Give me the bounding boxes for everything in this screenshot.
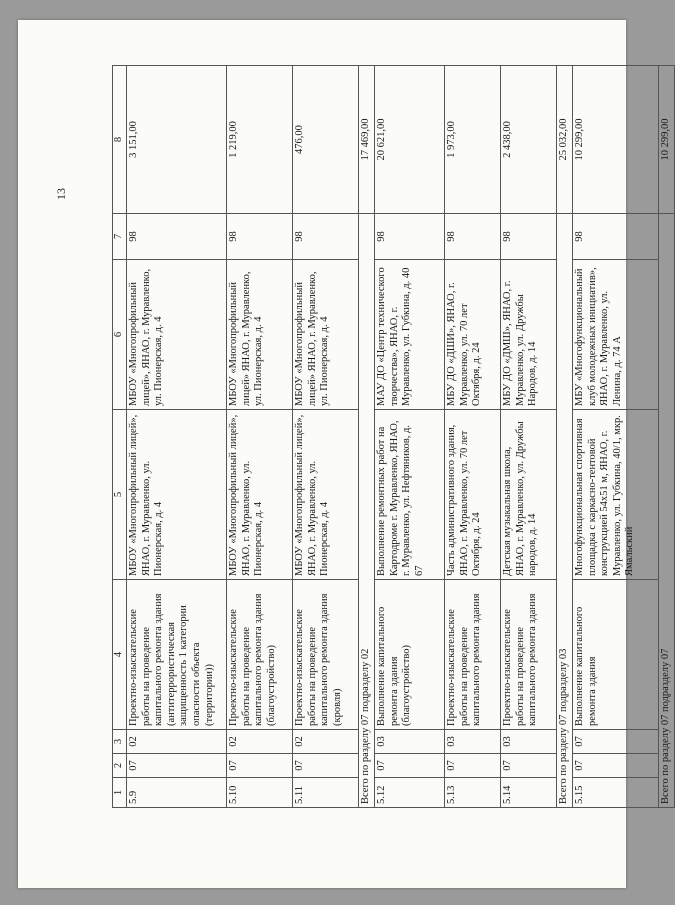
table-cell: 07 <box>293 754 359 778</box>
table-cell: 07 <box>501 754 557 778</box>
table-cell: 03 <box>375 730 445 754</box>
table-cell: 03 <box>501 730 557 754</box>
document-page <box>18 20 671 888</box>
table-row <box>573 66 659 808</box>
table-cell: МБОУ «Многопрофильный лицей», ЯНАО, г. Муравленко, ул. Пионерская, д. 4 <box>227 410 293 580</box>
table-cell: МАУ ДО «Центр технического творчества», ЯНАО, г. Муравленко, ул. Губкина, д. 40 <box>375 260 445 410</box>
table-cell: МБОУ «Многопрофильный лицей», ЯНАО, г. Муравленко, ул. Пионерская, д. 4 <box>127 410 227 580</box>
subtotal-row <box>359 66 375 808</box>
table-cell: 03 <box>445 730 501 754</box>
table-row <box>293 66 359 808</box>
subtotal-label: Всего по разделу 07 подразделу 03 <box>557 214 573 808</box>
header-cell: 5 <box>113 410 127 580</box>
header-cell: 7 <box>113 214 127 260</box>
table-row <box>445 66 501 808</box>
table-cell: Часть административного здания, ЯНАО, г. Муравленко, ул. 70 лет Октября, д. 24 <box>445 410 501 580</box>
table-cell: 98 <box>127 214 227 260</box>
table-row <box>127 66 227 808</box>
budget-table <box>112 65 675 808</box>
table-cell: 07 <box>227 754 293 778</box>
table-cell: Проектно-изыскательские работы на проведение капитального ремонта здания <box>445 580 501 730</box>
table-cell: 5.9 <box>127 778 227 808</box>
subtotal-row <box>557 66 573 808</box>
table-cell: 5.15 <box>573 778 659 808</box>
table-cell: 1 973,00 <box>445 66 501 214</box>
table-cell: Выполнение капитального ремонта здания <box>573 580 659 730</box>
table-cell: МБОУ «Многопрофильный лицей», ЯНАО, г. Муравленко, ул. Пионерская, д. 4 <box>293 410 359 580</box>
header-cell: 3 <box>113 730 127 754</box>
subtotal-sum: 25 032,00 <box>557 66 573 214</box>
header-cell: 4 <box>113 580 127 730</box>
header-cell: 1 <box>113 778 127 808</box>
table-cell: 5.12 <box>375 778 445 808</box>
table-cell: Детская музыкальная школа, ЯНАО, г. Муравленко, ул. Дружбы народов, д. 14 <box>501 410 557 580</box>
table-cell: Выполнение капитального ремонта здания (благоустройство) <box>375 580 445 730</box>
table-cell: Проектно-изыскательские работы на проведение капитального ремонта здания <box>501 580 557 730</box>
table-row <box>501 66 557 808</box>
table-cell: Выполнение ремонтных работ на Картодроме г. Муравленко, ЯНАО, г. Муравленко, ул. Нефтяников, д. 67 <box>375 410 445 580</box>
table-cell: 476,00 <box>293 66 359 214</box>
table-cell: МБУ «Многофункциональный клуб молодежных инициатив», ЯНАО, г. Муравленко, ул. Ленина, д. 74 А <box>573 260 659 410</box>
table-cell: МБОУ «Многопрофильный лицей» ЯНАО, г. Муравленко, ул. Пионерская, д. 4 <box>293 260 359 410</box>
table-cell: 5.14 <box>501 778 557 808</box>
header-cell: 6 <box>113 260 127 410</box>
table-cell: 10 299,00 <box>573 66 659 214</box>
page-number: 13 <box>54 188 68 200</box>
table-cell: 98 <box>375 214 445 260</box>
subtotal-sum: 10 299,00 <box>659 66 675 214</box>
table-cell: МБУ ДО «ДМШ», ЯНАО, г. Муравленко, ул. Дружбы Народов, д. 14 <box>501 260 557 410</box>
table-cell: 98 <box>445 214 501 260</box>
table-header-row <box>113 66 127 808</box>
table-cell: 02 <box>127 730 227 754</box>
table-cell: 98 <box>227 214 293 260</box>
table-cell: МБУ ДО «ДШИ», ЯНАО, г. Муравленко, ул. 70 лет Октября, д. 24 <box>445 260 501 410</box>
table-cell: Проектно-изыскательские работы на проведение капитального ремонта здания (благоустройство) <box>227 580 293 730</box>
table-cell: 98 <box>573 214 659 260</box>
table-cell: Многофункциональная спортивная площадка с каркасно-тентовой конструкцией 54х51 м, ЯНАО, г. Муравленко, ул. Губкина, 40/1, мкр. Ямальский <box>573 410 659 580</box>
subtotal-label: Всего по разделу 07 подразделу 07 <box>659 214 675 808</box>
table-cell: 07 <box>375 754 445 778</box>
table-cell: 20 621,00 <box>375 66 445 214</box>
table-body <box>113 66 675 808</box>
subtotal-sum: 17 469,00 <box>359 66 375 214</box>
table-cell: 5.11 <box>293 778 359 808</box>
table-cell: Проектно-изыскательские работы на проведение капитального ремонта здания (кровля) <box>293 580 359 730</box>
table-cell: МБОУ «Многопрофильный лицей», ЯНАО, г. Муравленко, ул. Пионерская, д. 4 <box>127 260 227 410</box>
table-cell: 5.13 <box>445 778 501 808</box>
table-cell: 5.10 <box>227 778 293 808</box>
rotated-table-wrapper <box>112 66 675 808</box>
table-cell: Проектно-изыскательские работы на проведение капитального ремонта здания (антитеррористическая защищенность 1 категории опасности объекта (территории)) <box>127 580 227 730</box>
table-cell: 98 <box>293 214 359 260</box>
table-cell: 02 <box>293 730 359 754</box>
table-cell: 1 219,00 <box>227 66 293 214</box>
table-cell: 07 <box>127 754 227 778</box>
table-cell: 02 <box>227 730 293 754</box>
table-cell: МБОУ «Многопрофильный лицей» ЯНАО, г. Муравленко, ул. Пионерская, д. 4 <box>227 260 293 410</box>
table-cell: 07 <box>573 730 659 754</box>
table-row <box>375 66 445 808</box>
table-cell: 07 <box>445 754 501 778</box>
table-cell: 2 438,00 <box>501 66 557 214</box>
table-cell: 3 151,00 <box>127 66 227 214</box>
table-cell: 07 <box>573 754 659 778</box>
table-row <box>227 66 293 808</box>
subtotal-row <box>659 66 675 808</box>
table-cell: 98 <box>501 214 557 260</box>
subtotal-label: Всего по разделу 07 подразделу 02 <box>359 214 375 808</box>
header-cell: 8 <box>113 66 127 214</box>
header-cell: 2 <box>113 754 127 778</box>
